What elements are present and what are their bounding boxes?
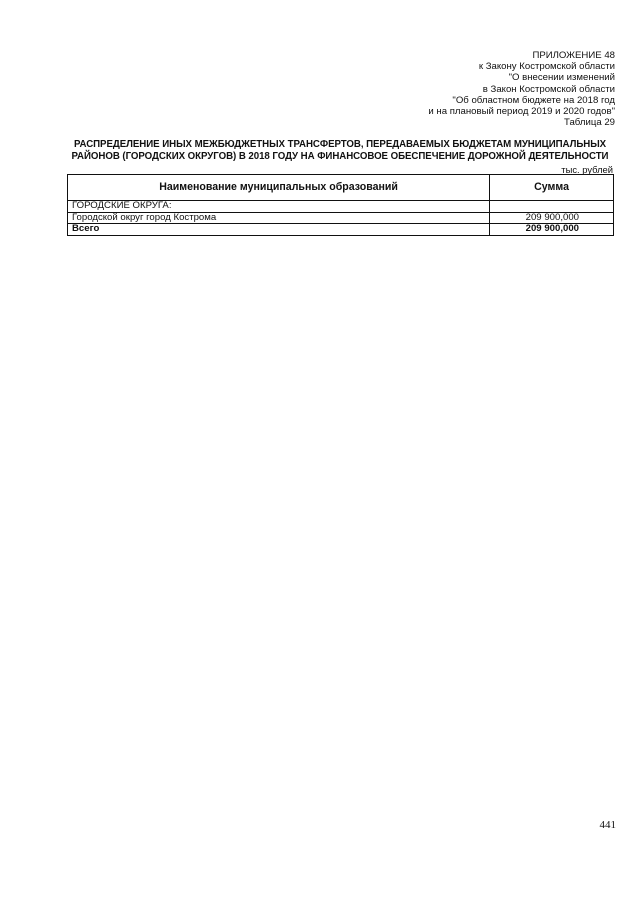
appendix-header: [428, 50, 615, 128]
table-row: [68, 201, 614, 213]
document-title-line: РАЙОНОВ (ГОРОДСКИХ ОКРУГОВ) В 2018 ГОДУ НА ФИНАНСОВОЕ ОБЕСПЕЧЕНИЕ ДОРОЖНОЙ ДЕЯТЕЛЬНОСТИ: [71, 151, 609, 163]
page-number: 441: [599, 819, 616, 831]
document-title: [64, 139, 616, 163]
column-header-amount: Сумма: [490, 175, 614, 201]
appendix-title: ПРИЛОЖЕНИЕ 48: [532, 50, 615, 61]
appendix-line: "Об областном бюджете на 2018 год: [452, 94, 615, 106]
appendix-line: "О внесении изменений: [508, 72, 615, 84]
section-label: ГОРОДСКИЕ ОКРУГА:: [68, 201, 490, 213]
appendix-line: и на плановый период 2019 и 2020 годов": [428, 106, 615, 118]
units-label: тыс. рублей: [561, 164, 613, 175]
appendix-line: в Закон Костромской области: [482, 83, 615, 95]
total-row: [68, 224, 614, 236]
table-number: Таблица 29: [564, 117, 615, 129]
amount-cell: [490, 201, 614, 213]
document-title-line: РАСПРЕДЕЛЕНИЕ ИНЫХ МЕЖБЮДЖЕТНЫХ ТРАНСФЕРТОВ, ПЕРЕДАВАЕМЫХ БЮДЖЕТАМ МУНИЦИПАЛЬНЫХ: [73, 139, 607, 150]
total-label: Всего: [68, 224, 490, 236]
table-header-row: [68, 175, 614, 201]
amount-cell: 209 900,000: [490, 212, 614, 224]
table-row: [68, 212, 614, 224]
appendix-line: к Закону Костромской области: [478, 61, 615, 73]
total-amount: 209 900,000: [490, 224, 614, 236]
allocation-table: [67, 174, 614, 236]
municipality-name: Городской округ город Кострома: [68, 212, 490, 224]
column-header-name: Наименование муниципальных образований: [68, 175, 490, 201]
